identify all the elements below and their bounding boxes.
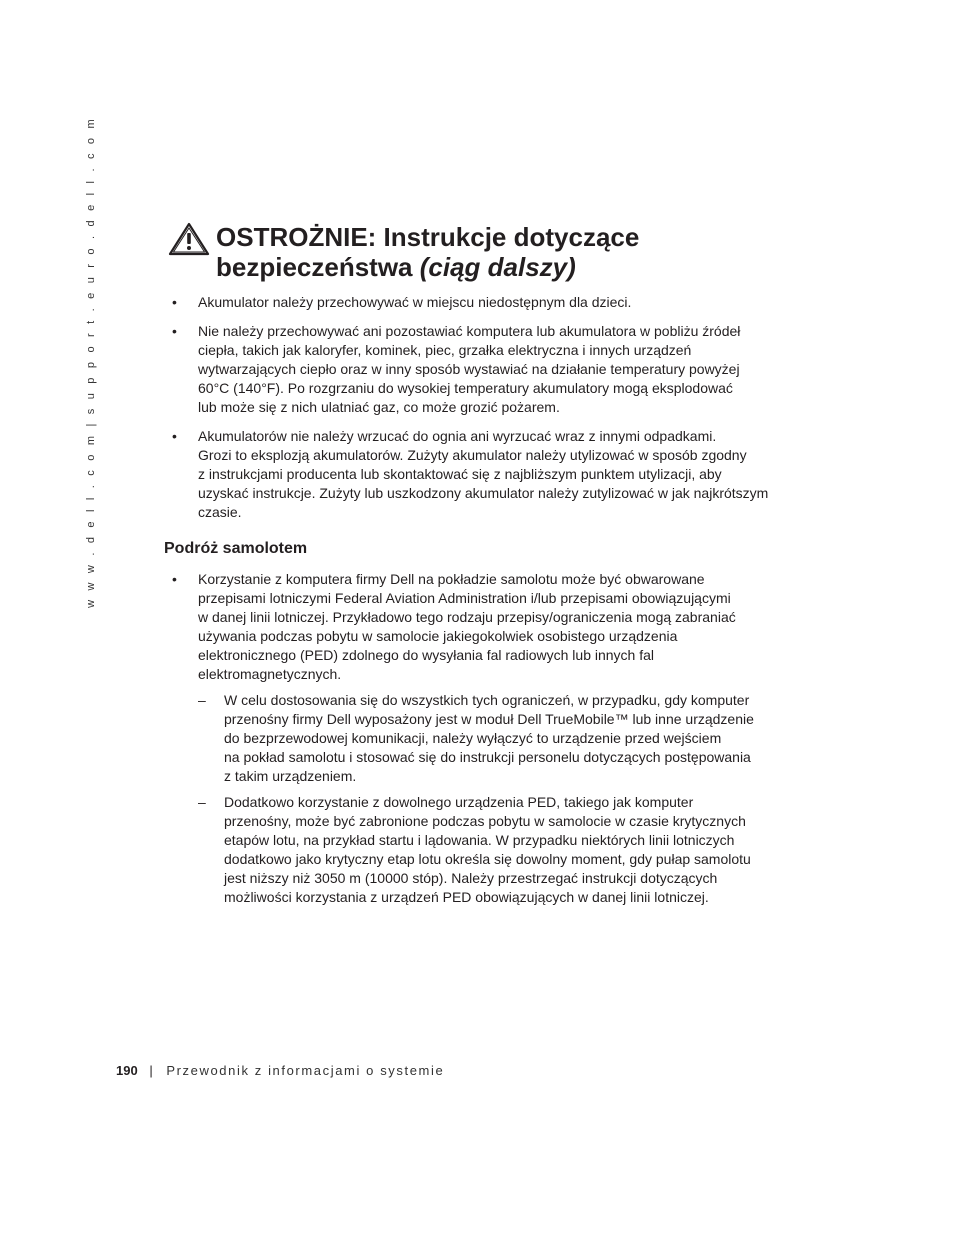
dash-line: W celu dostosowania się do wszystkich tych ograniczeń, w przypadku, gdy komputer — [224, 692, 750, 708]
dash-line: dodatkowo jako krytyczny etap lotu określa się dowolny moment, gdy pułap samolotu — [224, 851, 751, 867]
warning-triangle-icon — [168, 222, 210, 256]
bullet-line: elektronicznego (PED) zdolnego do wysyłania fal radiowych lub innych fal — [198, 647, 655, 663]
side-url-label: w w w . d e l l . c o m | s u p p o r t . e u r o . d e l l . c o m — [85, 116, 97, 608]
page-footer — [116, 1063, 444, 1078]
bullet-line: czasie. — [198, 504, 242, 520]
dash-mark: – — [198, 794, 206, 810]
bullet-line: w danej linii lotniczej. Przykładowo tego rodzaju przepisy/ograniczenia mogą zabraniać — [198, 609, 736, 625]
dash-line: przenośny, może być zabronione podczas pobytu w samolocie w czasie krytycznych — [224, 813, 746, 829]
bullet-line: wytwarzających ciepło oraz w inny sposób wystawiać na działanie temperatury powyżej — [198, 361, 740, 377]
bullet-line: ciepła, takich jak kaloryfer, kominek, piec, grzałka elektryczna i innych urządzeń — [198, 342, 692, 358]
sub-list — [196, 691, 786, 907]
page-title — [216, 222, 639, 282]
bullet-line: przepisami lotniczymi Federal Aviation Administration i/lub przepisami obowiązującymi — [198, 590, 731, 606]
bullet-line: lub może się z nich ulatniać gaz, co może grozić pożarem. — [198, 399, 560, 415]
list-item — [168, 570, 788, 684]
bullet-line: 60°C (140°F). Po rozgrzaniu do wysokiej temperatury akumulatory mogą eksplodować — [198, 380, 733, 396]
section-heading: Podróż samolotem — [164, 540, 308, 557]
side-url-text — [84, 116, 98, 608]
dash-line: możliwości korzystania z urządzeń PED obowiązujących w danej linii lotniczej. — [224, 889, 709, 905]
title-continued: (ciąg dalszy) — [419, 252, 576, 282]
bullet-line: uzyskać instrukcje. Zużyty lub uszkodzony akumulator należy zutylizować w jak najkrótszym — [198, 485, 769, 501]
bullet-mark: • — [172, 294, 177, 310]
footer-separator: | — [149, 1063, 153, 1078]
list-item — [196, 793, 786, 907]
bullet-mark: • — [172, 323, 177, 339]
bullet-line: Akumulatorów nie należy wrzucać do ognia ani wyrzucać wraz z innymi odpadkami. — [198, 428, 717, 444]
dash-line: etapów lotu, na przykład startu i lądowania. W przypadku niektórych linii lotniczych — [224, 832, 735, 848]
bullet-line: elektromagnetycznych. — [198, 666, 342, 682]
list-item — [168, 322, 788, 417]
list-item — [196, 691, 786, 786]
title-line2: bezpieczeństwa — [216, 252, 413, 282]
document-title: Przewodnik z informacjami o systemie — [166, 1063, 445, 1078]
dash-line: Dodatkowo korzystanie z dowolnego urządzenia PED, takiego jak komputer — [224, 794, 694, 810]
page-number: 190 — [116, 1063, 138, 1078]
dash-line: na pokład samolotu i stosować się do instrukcji personelu dotyczących postępowania — [224, 749, 751, 765]
list-item — [168, 427, 788, 522]
dash-line: do bezprzewodowej komunikacji, należy wyłączyć to urządzenie przed wejściem — [224, 730, 722, 746]
dash-mark: – — [198, 692, 206, 708]
dash-line: przenośny firmy Dell wyposażony jest w moduł Dell TrueMobile™ lub inne urządzenie — [224, 711, 754, 727]
bullet-line: Korzystanie z komputera firmy Dell na pokładzie samolotu może być obwarowane — [198, 571, 705, 587]
bullet-line: Nie należy przechowywać ani pozostawiać komputera lub akumulatora w pobliżu źródeł — [198, 323, 741, 339]
dash-line: z takim urządzeniem. — [224, 768, 357, 784]
travel-list — [168, 570, 788, 684]
bullet-line: używania podczas pobytu w samolocie jakiegokolwiek osobistego urządzenia — [198, 628, 678, 644]
bullet-line: z instrukcjami producenta lub skontaktować się z najbliższym punktem utylizacji, aby — [198, 466, 722, 482]
bullet-line: Grozi to eksplozją akumulatorów. Zużyty akumulator należy utylizować w sposób zgodny — [198, 447, 747, 463]
bullet-mark: • — [172, 571, 177, 587]
bullet-line: Akumulator należy przechowywać w miejscu niedostępnym dla dzieci. — [198, 294, 632, 310]
caution-list — [168, 293, 788, 522]
dash-line: jest niższy niż 3050 m (10000 stóp). Należy przestrzegać instrukcji dotyczących — [224, 870, 718, 886]
list-item — [168, 293, 788, 312]
bullet-mark: • — [172, 428, 177, 444]
title-line1: OSTROŻNIE: Instrukcje dotyczące — [216, 222, 640, 252]
